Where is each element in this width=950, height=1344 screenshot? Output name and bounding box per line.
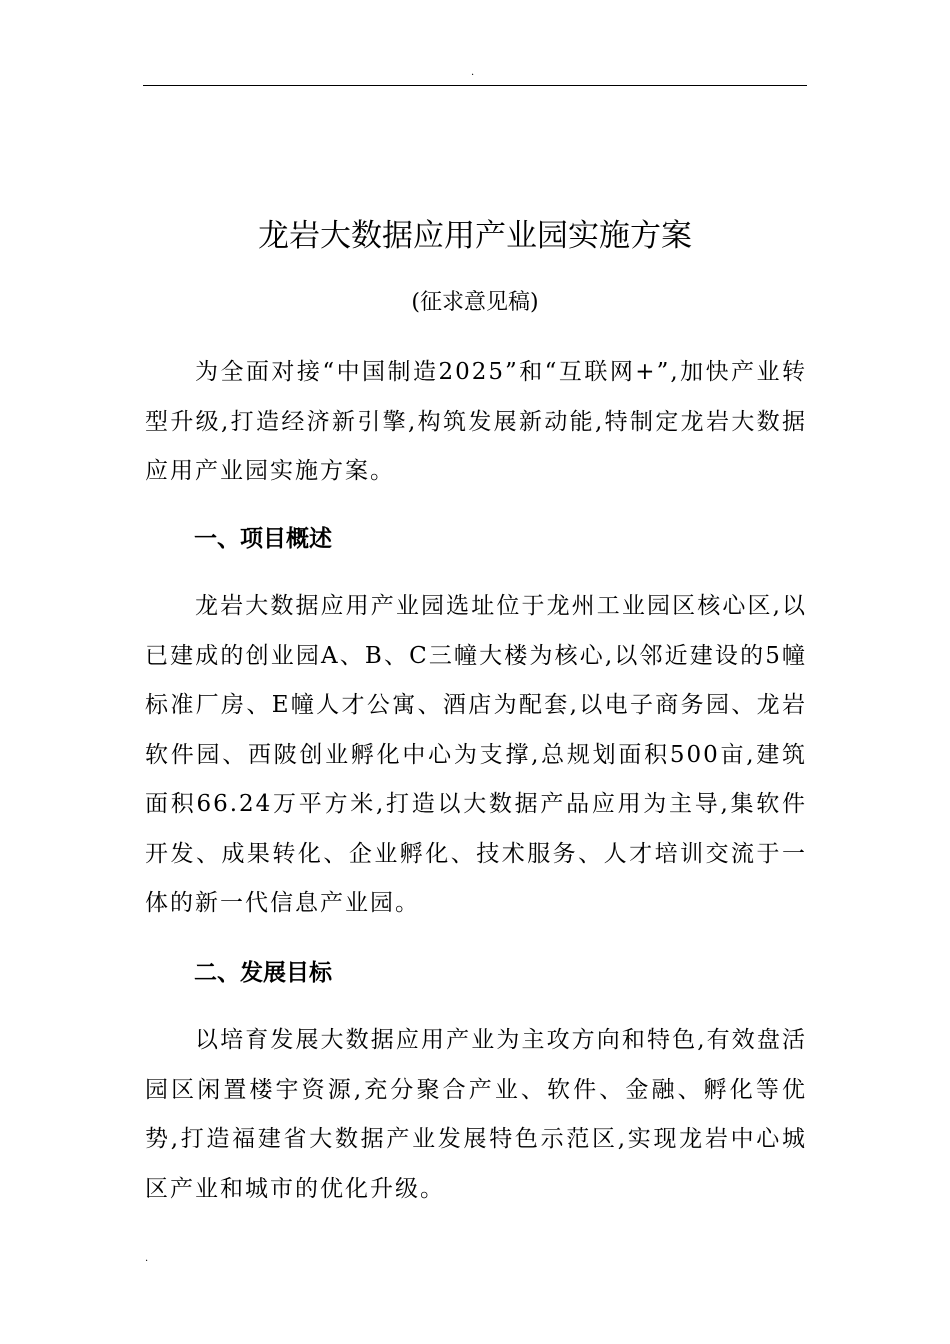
document-title: 龙岩大数据应用产业园实施方案	[258, 218, 692, 254]
document-subtitle: (征求意见稿)	[411, 290, 539, 315]
section-body-overview: 龙岩大数据应用产业园选址位于龙州工业园区核心区,以已建成的创业园A、B、C三幢大楼为核心,以邻近建设的5幢标准厂房、E幢人才公寓、酒店为配套,以电子商务园、龙岩软件园、西陂创业孵化中心为支撑,总规划面积500亩,建筑面积66.24万平方米,打造以大数据产品应用为主导,集软件开发、成果转化、企业孵化、技术服务、人才培训交流于一体的新一代信息产业园。	[145, 593, 807, 916]
footer-dot: .	[145, 1253, 149, 1264]
header-dot: .	[471, 67, 475, 78]
header-rule	[143, 85, 807, 86]
section-heading-overview: 一、项目概述	[194, 526, 332, 552]
section-body-goals: 以培育发展大数据应用产业为主攻方向和特色,有效盘活园区闲置楼宇资源,充分聚合产业、软件、金融、孵化等优势,打造福建省大数据产业发展特色示范区,实现龙岩中心城区产业和城市的优化升级。	[145, 1027, 807, 1202]
intro-paragraph: 为全面对接“中国制造2025”和“互联网+”,加快产业转型升级,打造经济新引擎,构筑发展新动能,特制定龙岩大数据应用产业园实施方案。	[145, 359, 807, 484]
section-heading-goals: 二、发展目标	[194, 960, 332, 986]
